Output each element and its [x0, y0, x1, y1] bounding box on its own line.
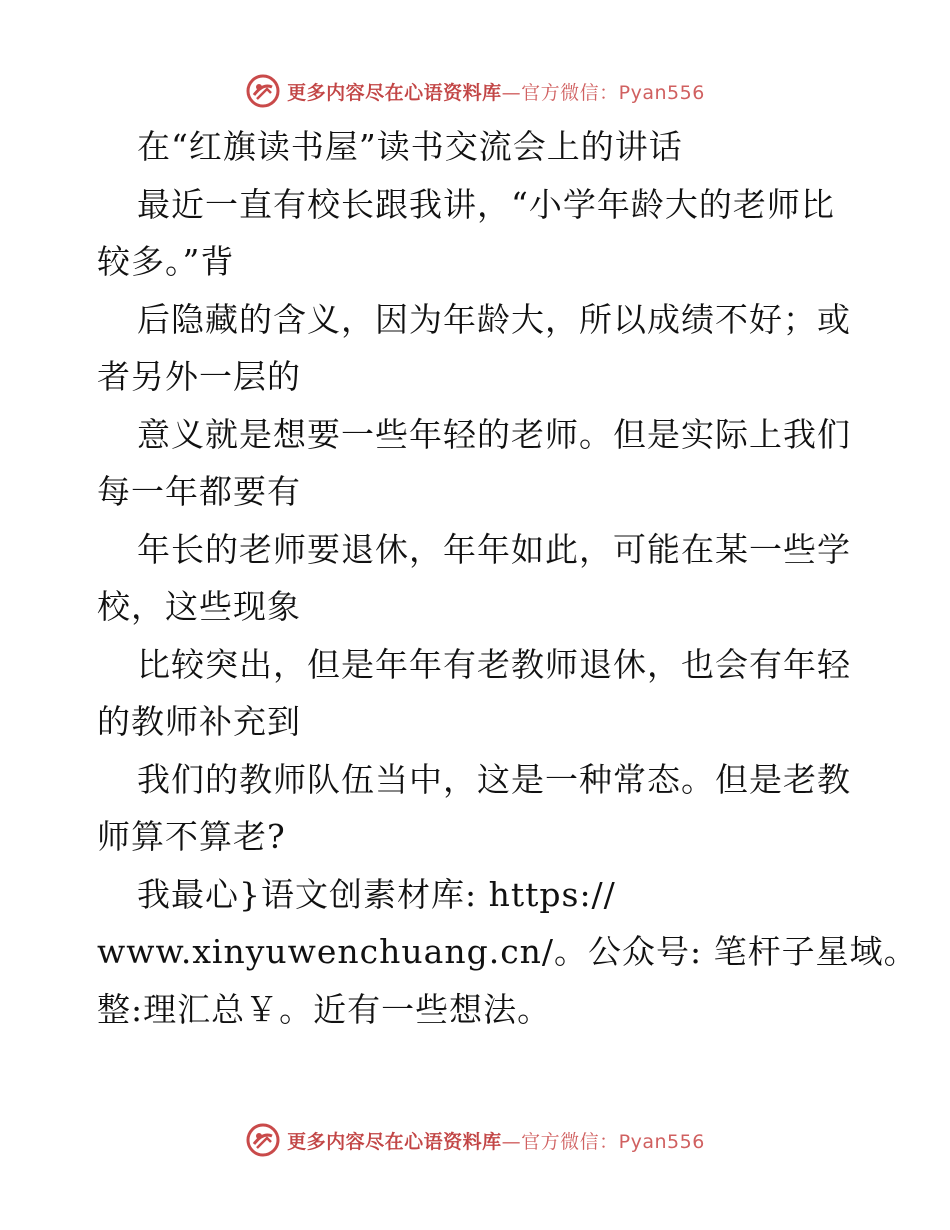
- paragraph-line: 校，这些现象: [97, 587, 301, 626]
- paragraph-line: 我最心}语文创素材库: https://: [137, 874, 616, 914]
- paragraph-line: 较多。”背: [97, 242, 235, 281]
- document-title: 在“红旗读书屋”读书交流会上的讲话: [137, 127, 683, 166]
- document-body: [97, 118, 918, 1038]
- paragraph-line: 后隐藏的含义，因为年龄大，所以成绩不好；或: [137, 299, 851, 339]
- paragraph-line: 最近一直有校长跟我讲，“小学年龄大的老师比: [137, 184, 835, 224]
- paragraph-line: 整:理汇总￥。近有一些想法。: [97, 989, 552, 1029]
- paragraph-line: 师算不算老?: [97, 817, 286, 856]
- book-logo-icon: [245, 73, 281, 109]
- paragraph-line: 年长的老师要退休，年年如此，可能在某一些学: [137, 529, 851, 569]
- paragraph-line: 比较突出，但是年年有老教师退休，也会有年轻: [137, 644, 851, 684]
- footer-banner-wechat: —官方微信：Pyan556: [501, 1130, 705, 1153]
- header-banner-text: [287, 78, 705, 105]
- header-banner-site: 更多内容尽在心语资料库: [287, 81, 502, 104]
- paragraph-line: 每一年都要有: [97, 472, 301, 511]
- header-banner: [0, 71, 950, 111]
- footer-banner: [0, 1120, 950, 1160]
- header-banner-wechat: —官方微信：Pyan556: [501, 81, 705, 104]
- paragraph-line: 我们的教师队伍当中，这是一种常态。但是老教: [137, 759, 851, 799]
- paragraph-line: www.xinyuwenchuang.cn/。公众号: 笔杆子星域。: [97, 932, 918, 971]
- paragraph-line: 意义就是想要一些年轻的老师。但是实际上我们: [137, 414, 851, 454]
- footer-banner-text: [287, 1127, 705, 1154]
- paragraph-line: 者另外一层的: [97, 357, 301, 396]
- footer-banner-site: 更多内容尽在心语资料库: [287, 1130, 502, 1153]
- paragraph-line: 的教师补充到: [97, 702, 301, 741]
- book-logo-icon: [245, 1122, 281, 1158]
